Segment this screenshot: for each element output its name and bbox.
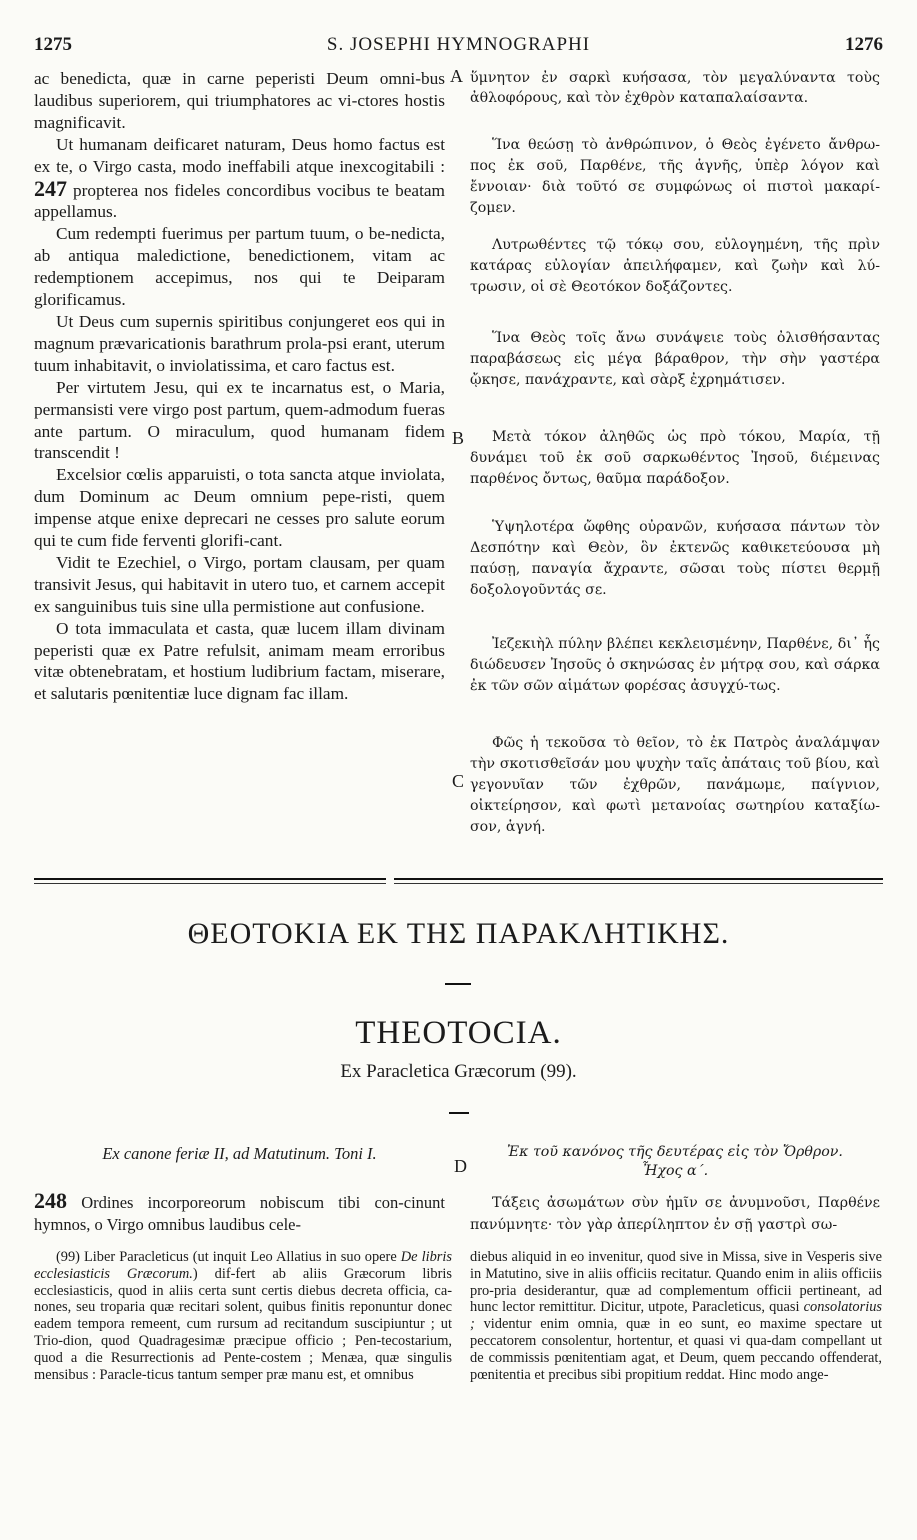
greek-paragraph: Ἰεζεκιὴλ πύλην βλέπει κεκλεισμένην, Παρθένε, δι᾽ ἧς διώδευσεν Ἰησοῦς ὁ σκηνώσας ἐν μήτρᾳ σου, καὶ σάρκα ἐκ τῶν σῶν αἱμάτων φορέσας ἀσυγχύ-τως. [470, 636, 880, 694]
latin-paragraph: ac benedicta, quæ in carne peperisti Deum omni-bus laudibus superiorem, qui triumphatores ac vi-ctores hostis magnificavit. [34, 69, 445, 132]
greek-paragraph: Ἵνα Θεὸς τοῖς ἄνω συνάψειε τοὺς ὀλισθήσαντας παραβάσεως εἰς μέγα βάραθρον, τὴν σὴν γαστέρα ᾤκησε, πανάχραντε, καὶ σὰρξ ἐχρημάτισεν. [470, 330, 880, 388]
latin-paragraph: Per virtutem Jesu, qui ex te incarnatus est, o Maria, permansisti vere virgo post partum, quem-admodum fueras ante partum. O miraculum, quod humanam fidem transcendit ! [34, 377, 445, 463]
canon-heading-latin: Ex canone feriæ II, ad Matutinum. Toni I. [102, 1144, 377, 1163]
section-title-greek: ΘΕΟΤΟΚΙΑ ΕΚ ΤΗΣ ΠΑΡΑΚΛΗΤΙΚΗΣ. [187, 917, 730, 950]
column-marker-b: B [452, 428, 465, 448]
latin-paragraph: Excelsior cœlis apparuisti, o tota sancta atque inviolata, dum Dominum ac Deum omnium pepe-risti, quem impense atque enixe deprecari ne cesses pro salute eorum qui te cum fide ferventi glorifi-cant. [34, 465, 445, 551]
book-title: De libris ecclesiasticis Græcorum. [34, 1249, 452, 1282]
canon-heading-greek-line: Ἐκ τοῦ κανόνος τῆς δευτέρας εἰς τὸν Ὄρθρον. [507, 1144, 843, 1160]
greek-paragraph: Ἵνα θεώσῃ τὸ ἀνθρώπινον, ὁ Θεὸς ἐγένετο ἄνθρω-πος ἐκ σοῦ, Παρθένε, τῆς ἁγνῆς, ὑπὲρ λόγον καὶ ἔννοιαν· διὰ τοῦτό σε συμφώνως οἱ πιστοὶ μακαρί-ζομεν. [470, 137, 880, 216]
canon-heading-greek-tone: Ἦχος α΄. [641, 1163, 709, 1179]
section-rule [34, 878, 883, 884]
page-number-left: 1275 [34, 34, 72, 55]
greek-paragraph: ὕμνητον ἐν σαρκὶ κυήσασα, τὸν μεγαλύναντα τοὺς ἀθλοφόρους, καὶ τὸν ἐχθρὸν καταπαλαίσαντα. [470, 70, 880, 106]
greek-paragraph: Φῶς ἡ τεκοῦσα τὸ θεῖον, τὸ ἐκ Πατρὸς ἀναλάμψαν τὴν σκοτισθεῖσάν μου ψυχὴν ταῖς ἀπάταις τοῦ βίου, καὶ γεγονυῖαν τῶν ἐχθρῶν, πανάμωμε, παίγνιον, οἰκτείρησον, καὶ φωτὶ μετανοίας σωτηρίου καταξίω-σον, ἁγνή. [470, 735, 880, 835]
column-marker-a: A [450, 66, 463, 86]
latin-paragraph: O tota immaculata et casta, quæ lucem illam divinam peperisti quæ ex Patre refulsit, animam meam erroribus vitæ obtenebratam, et hostium ludibrium factam, miserare, et salutaris pœnitentiæ luce dignam fac illam. [34, 618, 445, 704]
section-subtitle: Ex Paracletica Græcorum (99). [340, 1061, 577, 1082]
page-number-right: 1276 [845, 34, 883, 55]
latin-paragraph: Ut humanam deificaret naturam, Deus homo factus est ex te, o Virgo casta, modo ineffabili atque inexcogitabili : 247 propterea nos fideles concordibus vocibus te beatam appellamus. [34, 134, 445, 222]
greek-paragraph: Ὑψηλοτέρα ὤφθης οὐρανῶν, κυήσασα πάντων τὸν Δεσπότην καὶ Θεὸν, ὃν ἐκτενῶς καθικετεύουσα μὴ παύσῃ, παναγία ἄχραντε, σῶσαι τοὺς πίστει θερμῇ δοξολογοῦντάς σε. [470, 519, 880, 598]
greek-paragraph: Λυτρωθέντες τῷ τόκῳ σου, εὐλογημένη, τῆς πρὶν κατάρας εὐλογίαν ἀπειλήφαμεν, καὶ ζωὴν καὶ λύ-τρωσιν, οἱ σὲ Θεοτόκον δοξάζοντες. [470, 237, 880, 295]
running-header [34, 34, 883, 58]
column-number: 248 [34, 1188, 67, 1213]
footnote-left: (99) Liber Paracleticus (ut inquit Leo Allatius in suo opere De libris ecclesiasticis Græcorum.) dif-fert ab aliis Græcorum libris ecclesiasticis, quod in aliis certa sunt certis diebus decreta officia, ca-nones, seu troparia quæ recitari solent, quibus finitis reponuntur donec eadem tempora remeent, cum rursum ad recitandum suscipiuntur ; ut Trio-dion, quod Quadragesimæ præcipue officio ; Pen-tecostarium, quod a die Resurrectionis ad Pente-costem ; Menæa, quæ singulis mensibus : Paracle-ticus tantum semper præ manu est, et omnibus [34, 1249, 452, 1383]
latin-paragraph: Vidit te Ezechiel, o Virgo, portam clausam, per quam transivit Jesus, qui habitavit in utero tuo, et carnem accepit ex sanguinibus tuis sine ulla permistione aut confusione. [34, 552, 445, 616]
greek-paragraph: Μετὰ τόκον ἀληθῶς ὡς πρὸ τόκου, Μαρία, τῇ δυνάμει τοῦ ἐκ σοῦ σαρκωθέντος Ἰησοῦ, διέμεινας παρθένος ὄντως, θαῦμα παράδοξον. [470, 429, 880, 487]
column-marker-c: C [452, 771, 465, 791]
canon-heading-greek [470, 1143, 880, 1181]
subtitle-dash [449, 1112, 469, 1114]
footnote-right: diebus aliquid in eo invenitur, quod sive in Missa, sive in Vesperis sive in Matutino, sive in aliis officiis recitatur. Quando enim in aliis officiis pro-pria desiderantur, quæ ad complementum officii pertineant, ad hunc lector remittitur. Dicitur, utpote, Paracleticus, quasi consolatorius ; videntur enim omnia, quæ in eo sunt, eo maxime spectare ut peccatorem consolentur, hortentur, et quasi vi qua-dam compellant ut de commissis pœnitentiam agat, et Deum, quem peccando offenderat, pœnitentia et precibus sibi propitium reddat. Hinc modo ange- [470, 1249, 882, 1383]
latin-column [34, 68, 445, 705]
section-title-latin: THEOTOCIA. [355, 1015, 562, 1051]
canon-text-greek: Τάξεις ἀσωμάτων σὺν ἡμῖν σε ἀνυμνοῦσι, Παρθένε πανύμνητε· τὸν γὰρ ἀπερίληπτον ἐν σῇ γαστρὶ σω- [470, 1195, 880, 1233]
latin-paragraph: Cum redempti fuerimus per partum tuum, o be-nedicta, ab antiqua maledictione, benedictionem, vitam ac redemptionem accepimus, nos qui te Deiparam glorificamus. [34, 224, 445, 310]
column-marker-d: D [454, 1156, 467, 1176]
latin-paragraph: Ut Deus cum supernis spiritibus conjungeret eos qui in magnum prævaricationis barathrum prola-psi erant, uterum tuum inhabitavit, o inviolatissima, et caro factus est. [34, 311, 445, 375]
column-number: 247 [34, 175, 67, 201]
running-title: S. JOSEPHI HYMNOGRAPHI [326, 34, 591, 55]
title-dash [445, 983, 471, 985]
canon-text-latin: 248 Ordines incorporeorum nobiscum tibi con-cinunt hymnos, o Virgo omnibus laudibus cele- [34, 1188, 446, 1234]
